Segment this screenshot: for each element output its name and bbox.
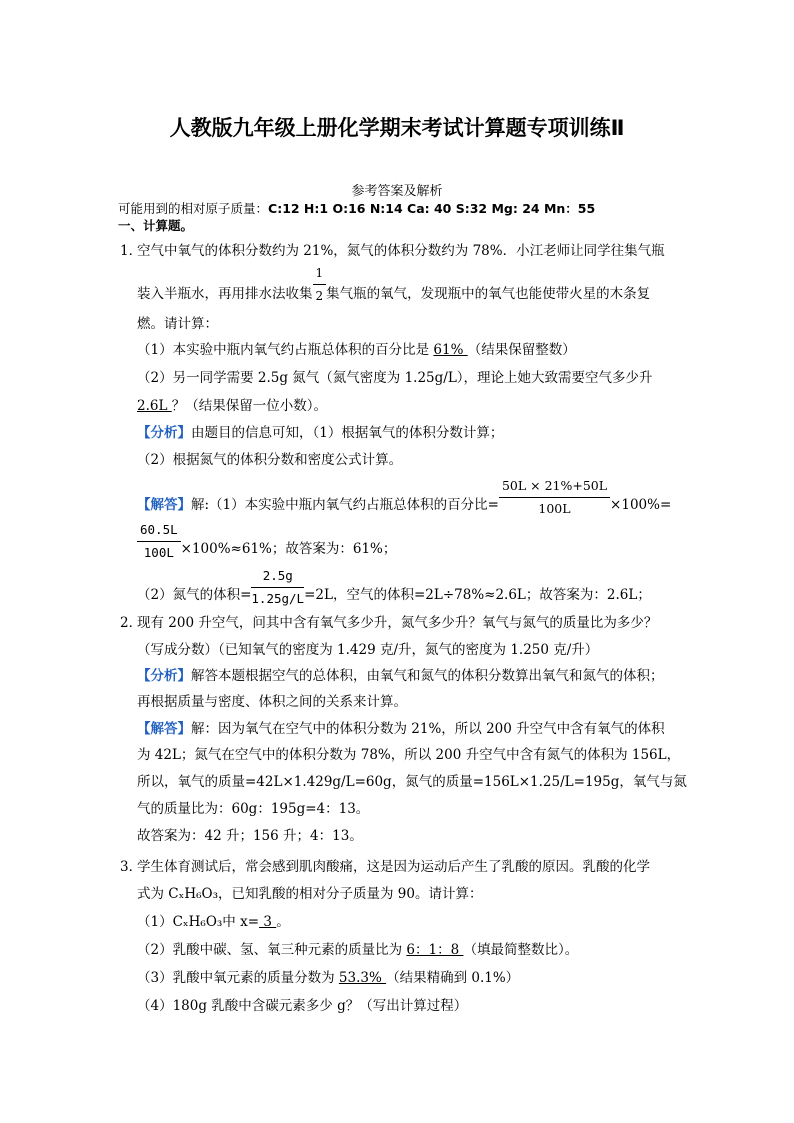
section-heading: 一、计算题。 [118,218,194,233]
q1-part-1-answer: 61% [433,342,468,358]
q2-solution-2: 为 42L；氮气在空气中的体积分数为 78%，所以 200 升空气中含有氮气的体积为 156L， [137,747,681,763]
q3-number: 3． [120,859,143,875]
q3-line-1: 学生体育测试后，常会感到肌肉酸痛，这是因为运动后产生了乳酸的原因。乳酸的化学 [137,859,650,875]
q1-solution-3-text: （2）氮气的体积= [137,587,252,603]
q1-line-1: 空气中氧气的体积分数约为 21%，氮气的体积分数约为 78%．小江老师让同学往集气瓶 [137,243,665,259]
q1-analysis-2: （2）根据氮气的体积分数和密度公式计算。 [137,452,403,468]
q1-solution-fraction-2 [137,520,181,563]
atomic-masses [118,199,595,217]
q2-number: 2． [120,615,143,631]
q1-solution-3-tail: =2L，空气的体积=2L÷78%≈2.6L；故答案为：2.6L； [304,587,651,603]
q1-line-2b: 集气瓶的氧气，发现瓶中的氧气也能使带火星的木条复 [326,286,651,302]
q3-part-3-note: （结果精确到 0.1%） [386,970,520,986]
q1-solution-fraction-1 [499,476,610,519]
q1-solution-1-text: 解:（1）本实验中瓶内氧气约占瓶总体积的百分比= [191,497,499,513]
q1-part-1 [137,340,576,360]
q1-line-2 [137,266,651,316]
q2-solution-1-text: 解：因为氧气在空气中的体积分数为 21%，所以 200 升空气中含有氧气的体积 [191,721,665,737]
document-subtitle: 参考答案及解析 [351,184,443,199]
q1-solution-1-tail: ×100%= [610,497,672,513]
atomic-masses-label: 可能用到的相对原子质量： [118,201,269,216]
q1-part-2-cont [137,396,327,416]
q1-number: 1． [120,243,143,259]
q2-analysis-1 [137,666,664,686]
q3-part-2 [137,940,578,960]
q1-analysis-text: 由题目的信息可知，（1）根据氧气的体积分数计算； [191,425,504,441]
q1-solution-1 [137,478,672,527]
solution-label: 【解答】 [137,497,191,513]
document-title: 人教版九年级上册化学期末考试计算题专项训练Ⅱ [169,116,625,140]
q1-solution-2-tail: ×100%≈61%；故答案为：61%； [180,541,397,557]
q3-part-2-text: （2）乳酸中碳、氢、氧三种元素的质量比为 [137,942,403,958]
analysis-label: 【分析】 [137,425,191,441]
q3-part-2-note: （填最简整数比）。 [463,942,579,958]
q2-analysis-text: 解答本题根据空气的总体积，由氧气和氮气的体积分数算出氧气和氮气的体积； [191,668,664,684]
atomic-masses-values: C:12 H:1 O:16 N:14 Ca: 40 S:32 Mg: 24 Mn：55 [268,201,596,216]
q1-part-2-note: ？（结果保留一位小数）。 [171,398,327,414]
q3-part-3-answer: 53.3% [338,970,387,986]
q2-solution-1 [137,719,665,739]
q1-part-2: （2）另一同学需要 2.5g 氮气（氮气密度为 1.25g/L），理论上她大致需要空气多少升 [137,370,653,386]
solution-label: 【解答】 [137,721,191,737]
q2-solution-3: 所以，氧气的质量=42L×1.429g/L=60g，氮气的质量=156L×1.25/L=195g，氧气与氮 [137,774,687,790]
q1-solution-fraction-3 [251,566,304,609]
q1-analysis-1 [137,423,503,443]
q3-part-3 [137,968,519,988]
q1-part-2-answer: 2.6L [137,398,172,414]
q1-line-2a: 装入半瓶水，再用排水法收集 [137,286,313,302]
q2-solution-5: 故答案为：42 升；156 升；4：13。 [137,828,363,844]
q1-line-3: 燃。请计算： [137,316,218,332]
q1-fraction-1-numerator: 50L × 21%+50L [499,476,610,498]
q3-part-3-text: （3）乳酸中氧元素的质量分数为 [137,970,335,986]
q3-part-1-answer: 3 [259,914,277,930]
analysis-label: 【分析】 [137,668,191,684]
q1-solution-2 [137,522,397,571]
q2-solution-4: 气的质量比为：60g：195g=4：13。 [137,801,370,817]
q3-part-1-tail: 。 [276,914,290,930]
q1-part-1-note: （结果保留整数） [467,342,576,358]
q2-line-1: 现有 200 升空气，问其中含有氧气多少升，氮气多少升？氧气与氮气的质量比为多少？ [137,615,658,631]
q1-fraction-1-denominator: 100L [538,501,571,516]
half-fraction-numerator: 1 [313,263,327,285]
q2-analysis-2: 再根据质量与密度、体积之间的关系来计算。 [137,694,407,710]
q3-part-2-answer: 6：1：8 [406,942,464,958]
q1-fraction-2-denominator: 100L [143,545,174,560]
q1-fraction-3-denominator: 1.25g/L [251,591,305,606]
q1-fraction-3-numerator: 2.5g [251,566,304,588]
half-fraction-denominator: 2 [315,289,324,303]
q3-line-2: 式为 CₓH₆O₃，已知乳酸的相对分子质量为 90。请计算： [137,886,483,902]
q1-part-1-text: （1）本实验中瓶内氧气约占瓶总体积的百分比是 [137,342,430,358]
q1-fraction-2-numerator: 60.5L [137,520,181,542]
q3-part-1 [137,912,290,932]
q3-part-1-text: （1）CₓH₆O₃中 x= [137,914,260,930]
q1-solution-3 [137,568,651,617]
q2-line-2: （写成分数）（已知氧气的密度为 1.429 克/升，氮气的密度为 1.250 克/升） [137,642,599,658]
q3-part-4: （4）180g 乳酸中含碳元素多少 g？（写出计算过程） [137,998,468,1014]
half-fraction [313,263,327,306]
